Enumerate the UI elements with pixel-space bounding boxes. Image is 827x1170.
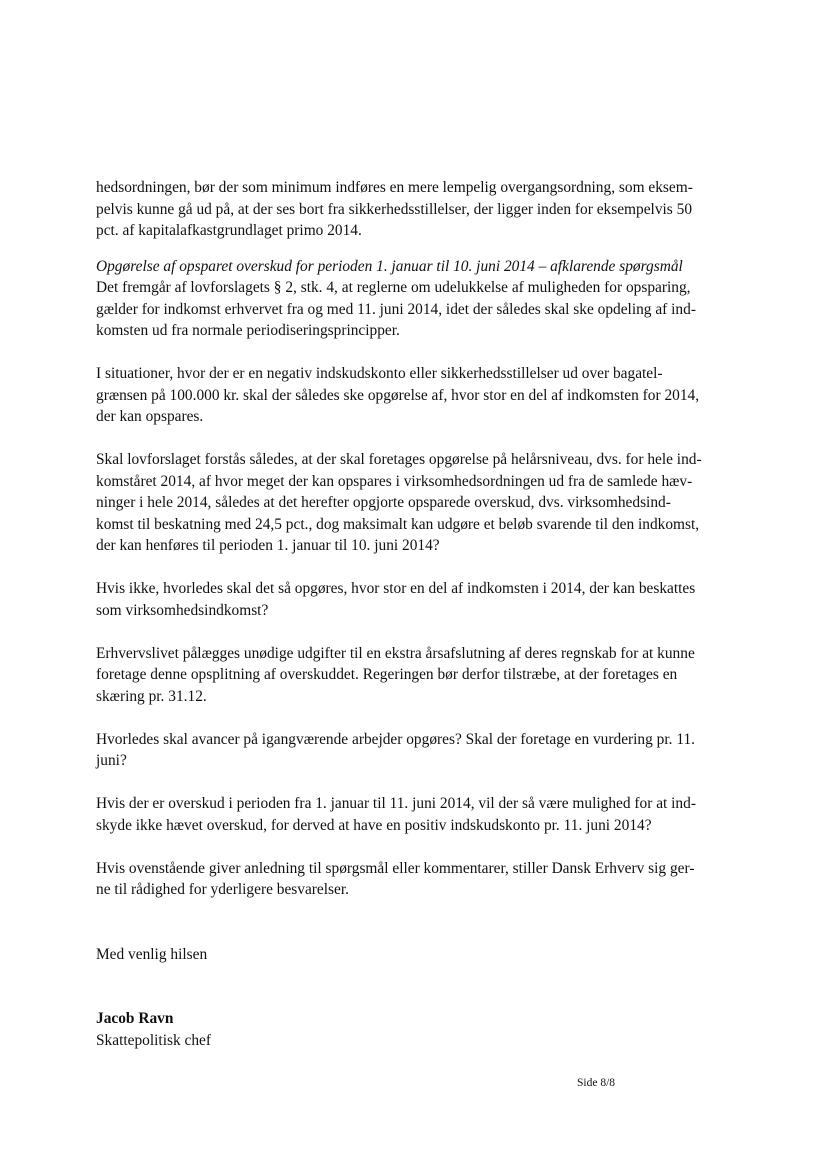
text-line: I situationer, hvor der er en negativ indskudskonto eller sikkerhedsstillelser ud over bagatel- xyxy=(96,365,663,382)
paragraph-lovforslag xyxy=(96,277,736,342)
text-line: komsten ud fra normale periodiseringsprincipper. xyxy=(96,322,400,339)
text-line: pelvis kunne gå ud på, at der ses bort fra sikkerhedsstillelser, der ligger inden for eksempelvis 50 xyxy=(96,200,693,218)
text-line: Skal lovforslaget forstås således, at der skal foretages opgørelse på helårsniveau, dvs. for hele ind- xyxy=(96,451,702,468)
text-line: komståret 2014, af hvor meget der kan opspares i virksomhedsordningen ud fra de samlede hæv- xyxy=(96,472,693,490)
closing-greeting: Med venlig hilsen xyxy=(96,945,208,963)
text-line: Det fremgår af lovforslagets § 2, stk. 4, at reglerne om udelukkelse af muligheden for opsparing, xyxy=(96,279,691,296)
letter-body xyxy=(96,177,736,1051)
paragraph-overgangsordning xyxy=(96,177,736,242)
text-line: hedsordningen, bør der som minimum indføres en mere lempelig overgangsordning, som eksem- xyxy=(96,179,693,196)
paragraph-helaarsniveau xyxy=(96,449,736,557)
section-heading: Opgørelse af opsparet overskud for perioden 1. januar til 10. juni 2014 – afklarende spørgsmål xyxy=(96,257,683,275)
paragraph-kommentarer xyxy=(96,858,736,901)
text-line: pct. af kapitalafkastgrundlaget primo 2014. xyxy=(96,222,362,239)
paragraph-erhvervslivet xyxy=(96,643,736,708)
paragraph-avancer xyxy=(96,729,736,772)
text-line: foretage denne opsplitning af overskuddet. Regeringen bør derfor tilstræbe, at der foretages en xyxy=(96,666,678,683)
signer-name: Jacob Ravn xyxy=(96,1010,174,1027)
signer-title: Skattepolitisk chef xyxy=(96,1031,211,1049)
text-line: Hvis ovenstående giver anledning til spørgsmål eller kommentarer, stiller Dansk Erhverv sig ger- xyxy=(96,859,695,877)
paragraph-situationer xyxy=(96,363,736,428)
text-line: juni? xyxy=(96,752,127,769)
text-line: Hvis ikke, hvorledes skal det så opgøres, hvor stor en del af indkomsten i 2014, der kan beskattes xyxy=(96,580,696,597)
paragraph-overskud xyxy=(96,793,736,836)
text-line: ne til rådighed for yderligere besvarelser. xyxy=(96,881,349,898)
text-line: som virksomhedsindkomst? xyxy=(96,601,269,619)
text-line: Erhvervslivet pålægges unødige udgifter til en ekstra årsafslutning af deres regnskab for at kunne xyxy=(96,644,695,662)
text-line: gælder for indkomst erhvervet fra og med 11. juni 2014, idet der således skal ske opdeling af ind- xyxy=(96,300,696,318)
text-line: ninger i hele 2014, således at det herefter opgjorte opsparede overskud, dvs. virksomhedsind- xyxy=(96,494,671,511)
page-number: Side 8/8 xyxy=(577,1077,616,1089)
text-line: skæring pr. 31.12. xyxy=(96,687,207,705)
text-line: Hvorledes skal avancer på igangværende arbejder opgøres? Skal der foretage en vurdering pr. 11. xyxy=(96,730,696,748)
text-line: Hvis der er overskud i perioden fra 1. januar til 11. juni 2014, vil der så være mulighed for at ind- xyxy=(96,795,696,812)
text-line: komst til beskatning med 24,5 pct., dog maksimalt kan udgøre et beløb svarende til den indkomst, xyxy=(96,515,700,533)
text-line: skyde ikke hævet overskud, for derved at have en positiv indskudskonto pr. 11. juni 2014? xyxy=(96,816,652,834)
text-line: der kan henføres til perioden 1. januar til 10. juni 2014? xyxy=(96,537,440,554)
paragraph-hvis-ikke xyxy=(96,578,736,621)
text-line: grænsen på 100.000 kr. skal der således ske opgørelse af, hvor stor en del af indkomsten for 2014, xyxy=(96,386,700,404)
text-line: der kan opspares. xyxy=(96,408,204,425)
